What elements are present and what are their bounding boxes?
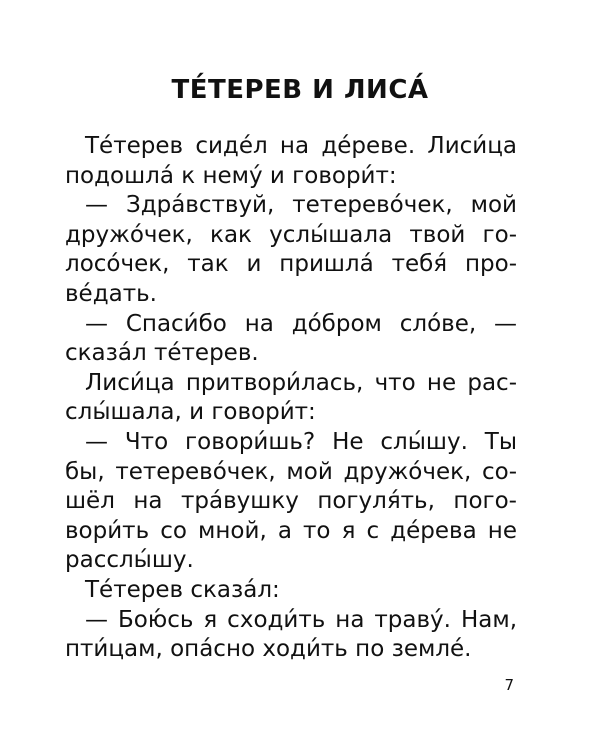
story-line: Те́терев сиде́л на де́реве. Лиси́ца (85, 133, 517, 159)
story-line: — Что говори́шь? Не слы́шу. Ты (85, 428, 517, 455)
story-line: ве́дать. (65, 280, 157, 307)
story-line: — Спаси́бо на до́бром сло́ве, — (85, 310, 517, 337)
story-line: — Здра́вствуй, тетерево́чек, мой (85, 192, 517, 219)
story-line: лосо́чек, так и пришла́ тебя́ про- (65, 251, 517, 278)
story-line: Те́терев сказа́л: (85, 576, 280, 603)
story-line: вори́ть со мной, а то я с де́рева не (65, 517, 517, 544)
story-line: дружо́чек, как услы́шала твой го- (65, 221, 517, 248)
story-line: подошла́ к нему́ и говори́т: (65, 162, 397, 189)
story-body (65, 132, 517, 665)
story-line: шёл на тра́вушку погуля́ть, пого- (65, 488, 517, 515)
story-line: пти́цам, опа́сно ходи́ть по земле́. (65, 636, 472, 663)
page-number: 7 (504, 676, 514, 694)
story-line: расслы́шу. (65, 547, 194, 574)
story-line: бы, тетерево́чек, мой дружо́чек, со- (65, 458, 517, 485)
story-line: слы́шала, и говори́т: (65, 399, 316, 426)
story-line: Лиси́ца притвори́лась, что не рас- (85, 369, 517, 396)
story-line: сказа́л те́терев. (65, 340, 259, 367)
story-title: ТЕ́ТЕРЕВ И ЛИСА́ (171, 75, 429, 105)
story-line: — Бою́сь я сходи́ть на траву́. Нам, (85, 606, 517, 633)
